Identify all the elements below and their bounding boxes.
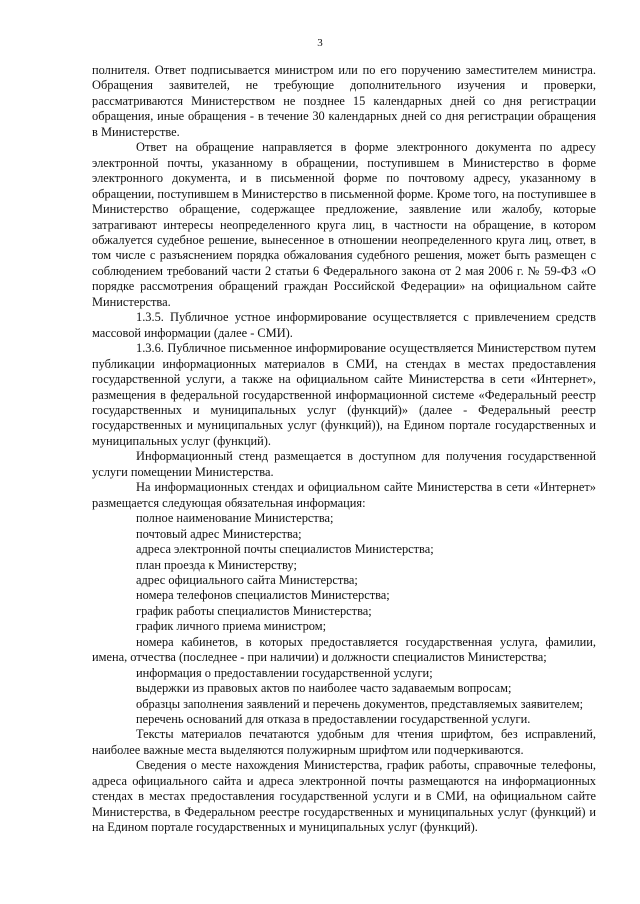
list-item: график работы специалистов Министерства; <box>136 603 372 618</box>
document-body <box>92 63 596 836</box>
mandatory-info-list <box>92 511 596 727</box>
paragraph-font-requirements: Тексты материалов печатаются удобным для чтения шрифтом, без исправлений, наиболее важные места выделяются полужирным шрифтом или подчеркиваются. <box>92 727 596 757</box>
paragraph-continuation: полнителя. Ответ подписывается министром или по его поручению заместителем министра. Обращения заявителей, не требующие дополнительного изучения и проверки, рассматриваются Министерством не позднее 15 календарных дней со дня регистрации обращения, иные обращения - в течение 30 календарных дней со дня регистрации обращения в Министерстве. <box>92 63 596 139</box>
list-item: полное наименование Министерства; <box>136 511 334 526</box>
paragraph-1-3-5: 1.3.5. Публичное устное информирование осуществляется с привлечением средств массовой информации (далее - СМИ). <box>92 310 596 340</box>
list-item: адреса электронной почты специалистов Министерства; <box>136 542 434 557</box>
paragraph-info-stand: Информационный стенд размещается в доступном для получения государственной услуги помещении Министерства. <box>92 449 596 479</box>
list-item: адрес официального сайта Министерства; <box>136 572 358 587</box>
list-item: почтовый адрес Министерства; <box>136 526 302 541</box>
list-item: график личного приема министром; <box>136 619 327 634</box>
page-number: 3 <box>317 37 323 49</box>
list-item: номера телефонов специалистов Министерства; <box>136 588 390 603</box>
list-item: план проезда к Министерству; <box>136 557 297 572</box>
list-item: информация о предоставлении государственной услуги; <box>136 665 433 680</box>
list-item: перечень оснований для отказа в предоставлении государственной услуги. <box>136 712 531 727</box>
paragraph-mandatory-info: На информационных стендах и официальном сайте Министерства в сети «Интернет» размещается следующая обязательная информация: <box>92 480 596 510</box>
list-item: выдержки из правовых актов по наиболее часто задаваемым вопросам; <box>136 681 512 696</box>
paragraph-location-info: Сведения о месте нахождения Министерства, график работы, справочные телефоны, адреса официального сайта и адреса электронной почты размещаются на информационных стендах в местах предоставления государственной услуги и в СМИ, на официальном сайте Министерства, в Федеральном реестре государственных и муниципальных услуг (функций) и на Едином портале государственных и муниципальных услуг (функций). <box>92 758 596 835</box>
list-item: номера кабинетов, в которых предоставляется государственная услуга, фамилии, имена, отчества (последнее - при наличии) и должности специалистов Министерства; <box>92 634 596 665</box>
paragraph-answer-delivery: Ответ на обращение направляется в форме электронного документа по адресу электронной почты, указанному в обращении, поступившем в Министерство в форме электронного документа, и в письменной форме по почтовому адресу, указанному в обращении, поступившем в Министерство в письменной форме. Кроме того, на поступившее в Министерство обращение, содержащее предложение, заявление или жалобу, которые затрагивают интересы неопределенного круга лиц, в частности на обращение, в котором обжалуется судебное решение, вынесенное в отношении неопределенного круга лиц, ответ, в том числе с разъяснением порядка обжалования судебного решения, может быть размещен с соблюдением требований части 2 статьи 6 Федерального закона от 2 мая 2006 г. № 59-ФЗ «О порядке рассмотрения обращений граждан Российской Федерации» на официальном сайте Министерства. <box>92 140 596 309</box>
paragraph-1-3-6: 1.3.6. Публичное письменное информирование осуществляется Министерством путем публикации информационных материалов в СМИ, на стендах в местах предоставления государственной услуги, а также на официальном сайте Министерства в сети «Интернет», размещения в федеральной государственной информационной системе «Федеральный реестр государственных и муниципальных услуг (функций)» (далее - Федеральный реестр государственных и муниципальных услуг (функций)), на Едином портале государственных и муниципальных услуг (функций). <box>92 341 596 448</box>
list-item: образцы заполнения заявлений и перечень документов, представляемых заявителем; <box>136 696 584 711</box>
